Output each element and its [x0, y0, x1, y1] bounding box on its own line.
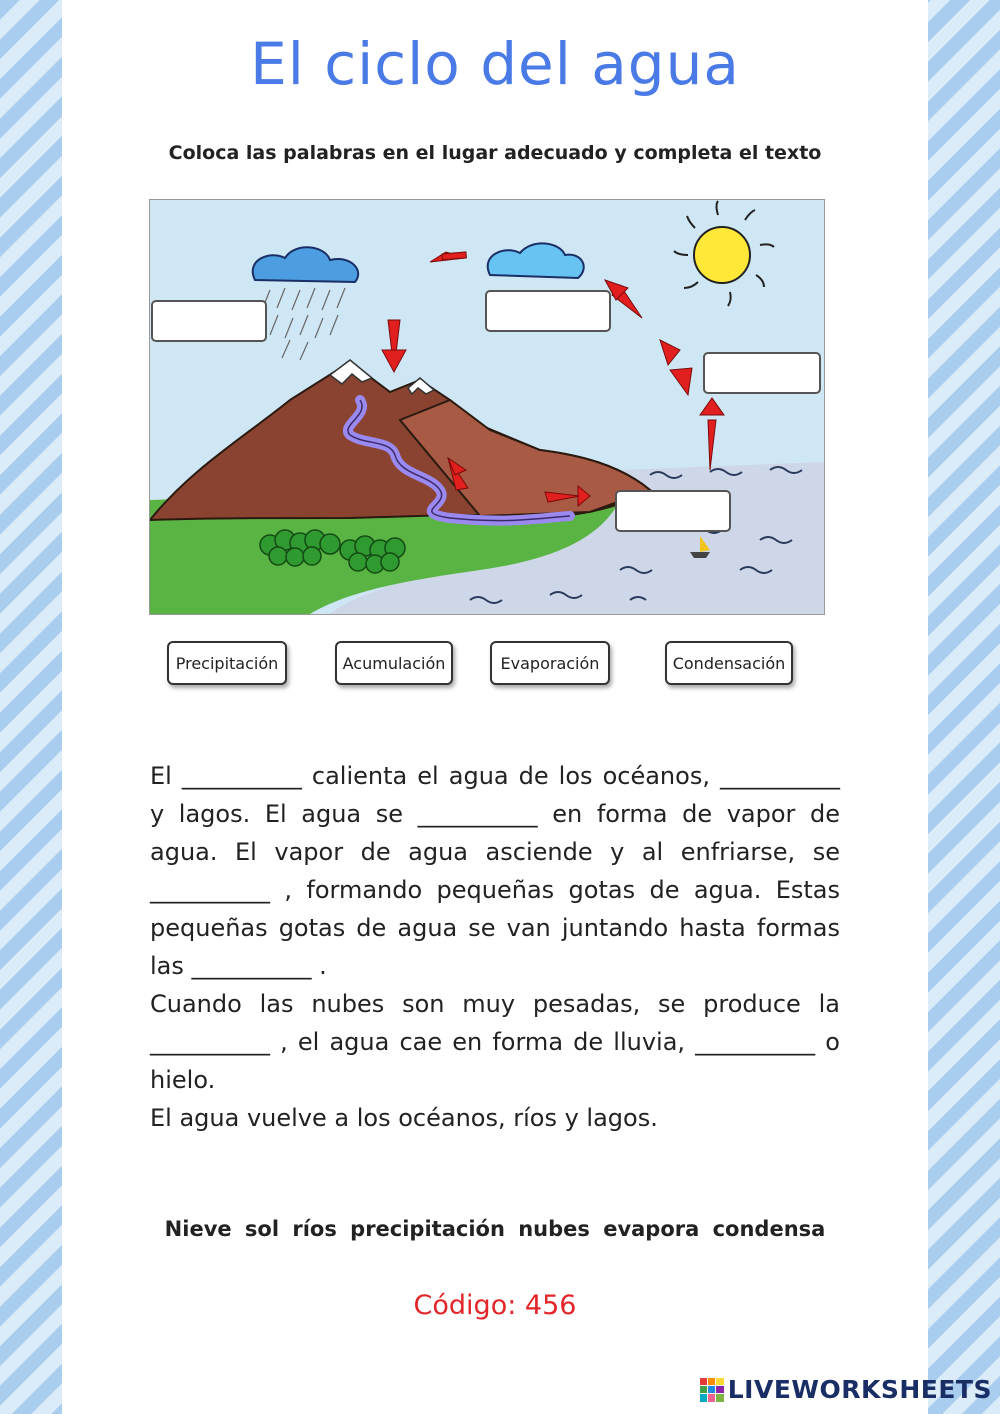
brand-grid-icon [700, 1378, 724, 1402]
answer-word-list: Nieve sol ríos precipitación nubes evapora condensa [164, 1217, 826, 1241]
text-paragraph: El __________ calienta el agua de los océanos, __________ y lagos. El agua se __________ en forma de vapor de agua. El vapor de agua asciende y al enfriarse, se __________ , formando pequeñas gotas de agua. Estas pequeñas gotas de agua se van juntando hasta formas las __________ . [150, 762, 840, 980]
word-chip-condensacion[interactable]: Condensación [665, 641, 793, 685]
brand-logo[interactable] [700, 1375, 992, 1404]
word-chip-acumulacion[interactable]: Acumulación [335, 641, 453, 685]
answer-box-condensacion[interactable] [485, 290, 611, 332]
fill-in-text [150, 757, 840, 1137]
word-chip-evaporacion[interactable]: Evaporación [490, 641, 610, 685]
answer-box-acumulacion[interactable] [615, 490, 731, 532]
worksheet-page [62, 0, 928, 1414]
answer-box-precipitacion[interactable] [151, 300, 267, 342]
word-chip-precipitacion[interactable]: Precipitación [167, 641, 287, 685]
water-cycle-diagram [149, 199, 825, 615]
page-title: El ciclo del agua [250, 30, 740, 98]
brand-name: LIVEWORKSHEETS [727, 1375, 992, 1404]
answer-box-evaporacion[interactable] [703, 352, 821, 394]
text-paragraph: Cuando las nubes son muy pesadas, se produce la __________ , el agua cae en forma de lluvia, __________ o hielo. [150, 990, 840, 1094]
worksheet-code: Código: 456 [413, 1290, 577, 1321]
text-paragraph: El agua vuelve a los océanos, ríos y lagos. [150, 1104, 658, 1132]
instruction-text: Coloca las palabras en el lugar adecuado y completa el texto [168, 142, 822, 164]
